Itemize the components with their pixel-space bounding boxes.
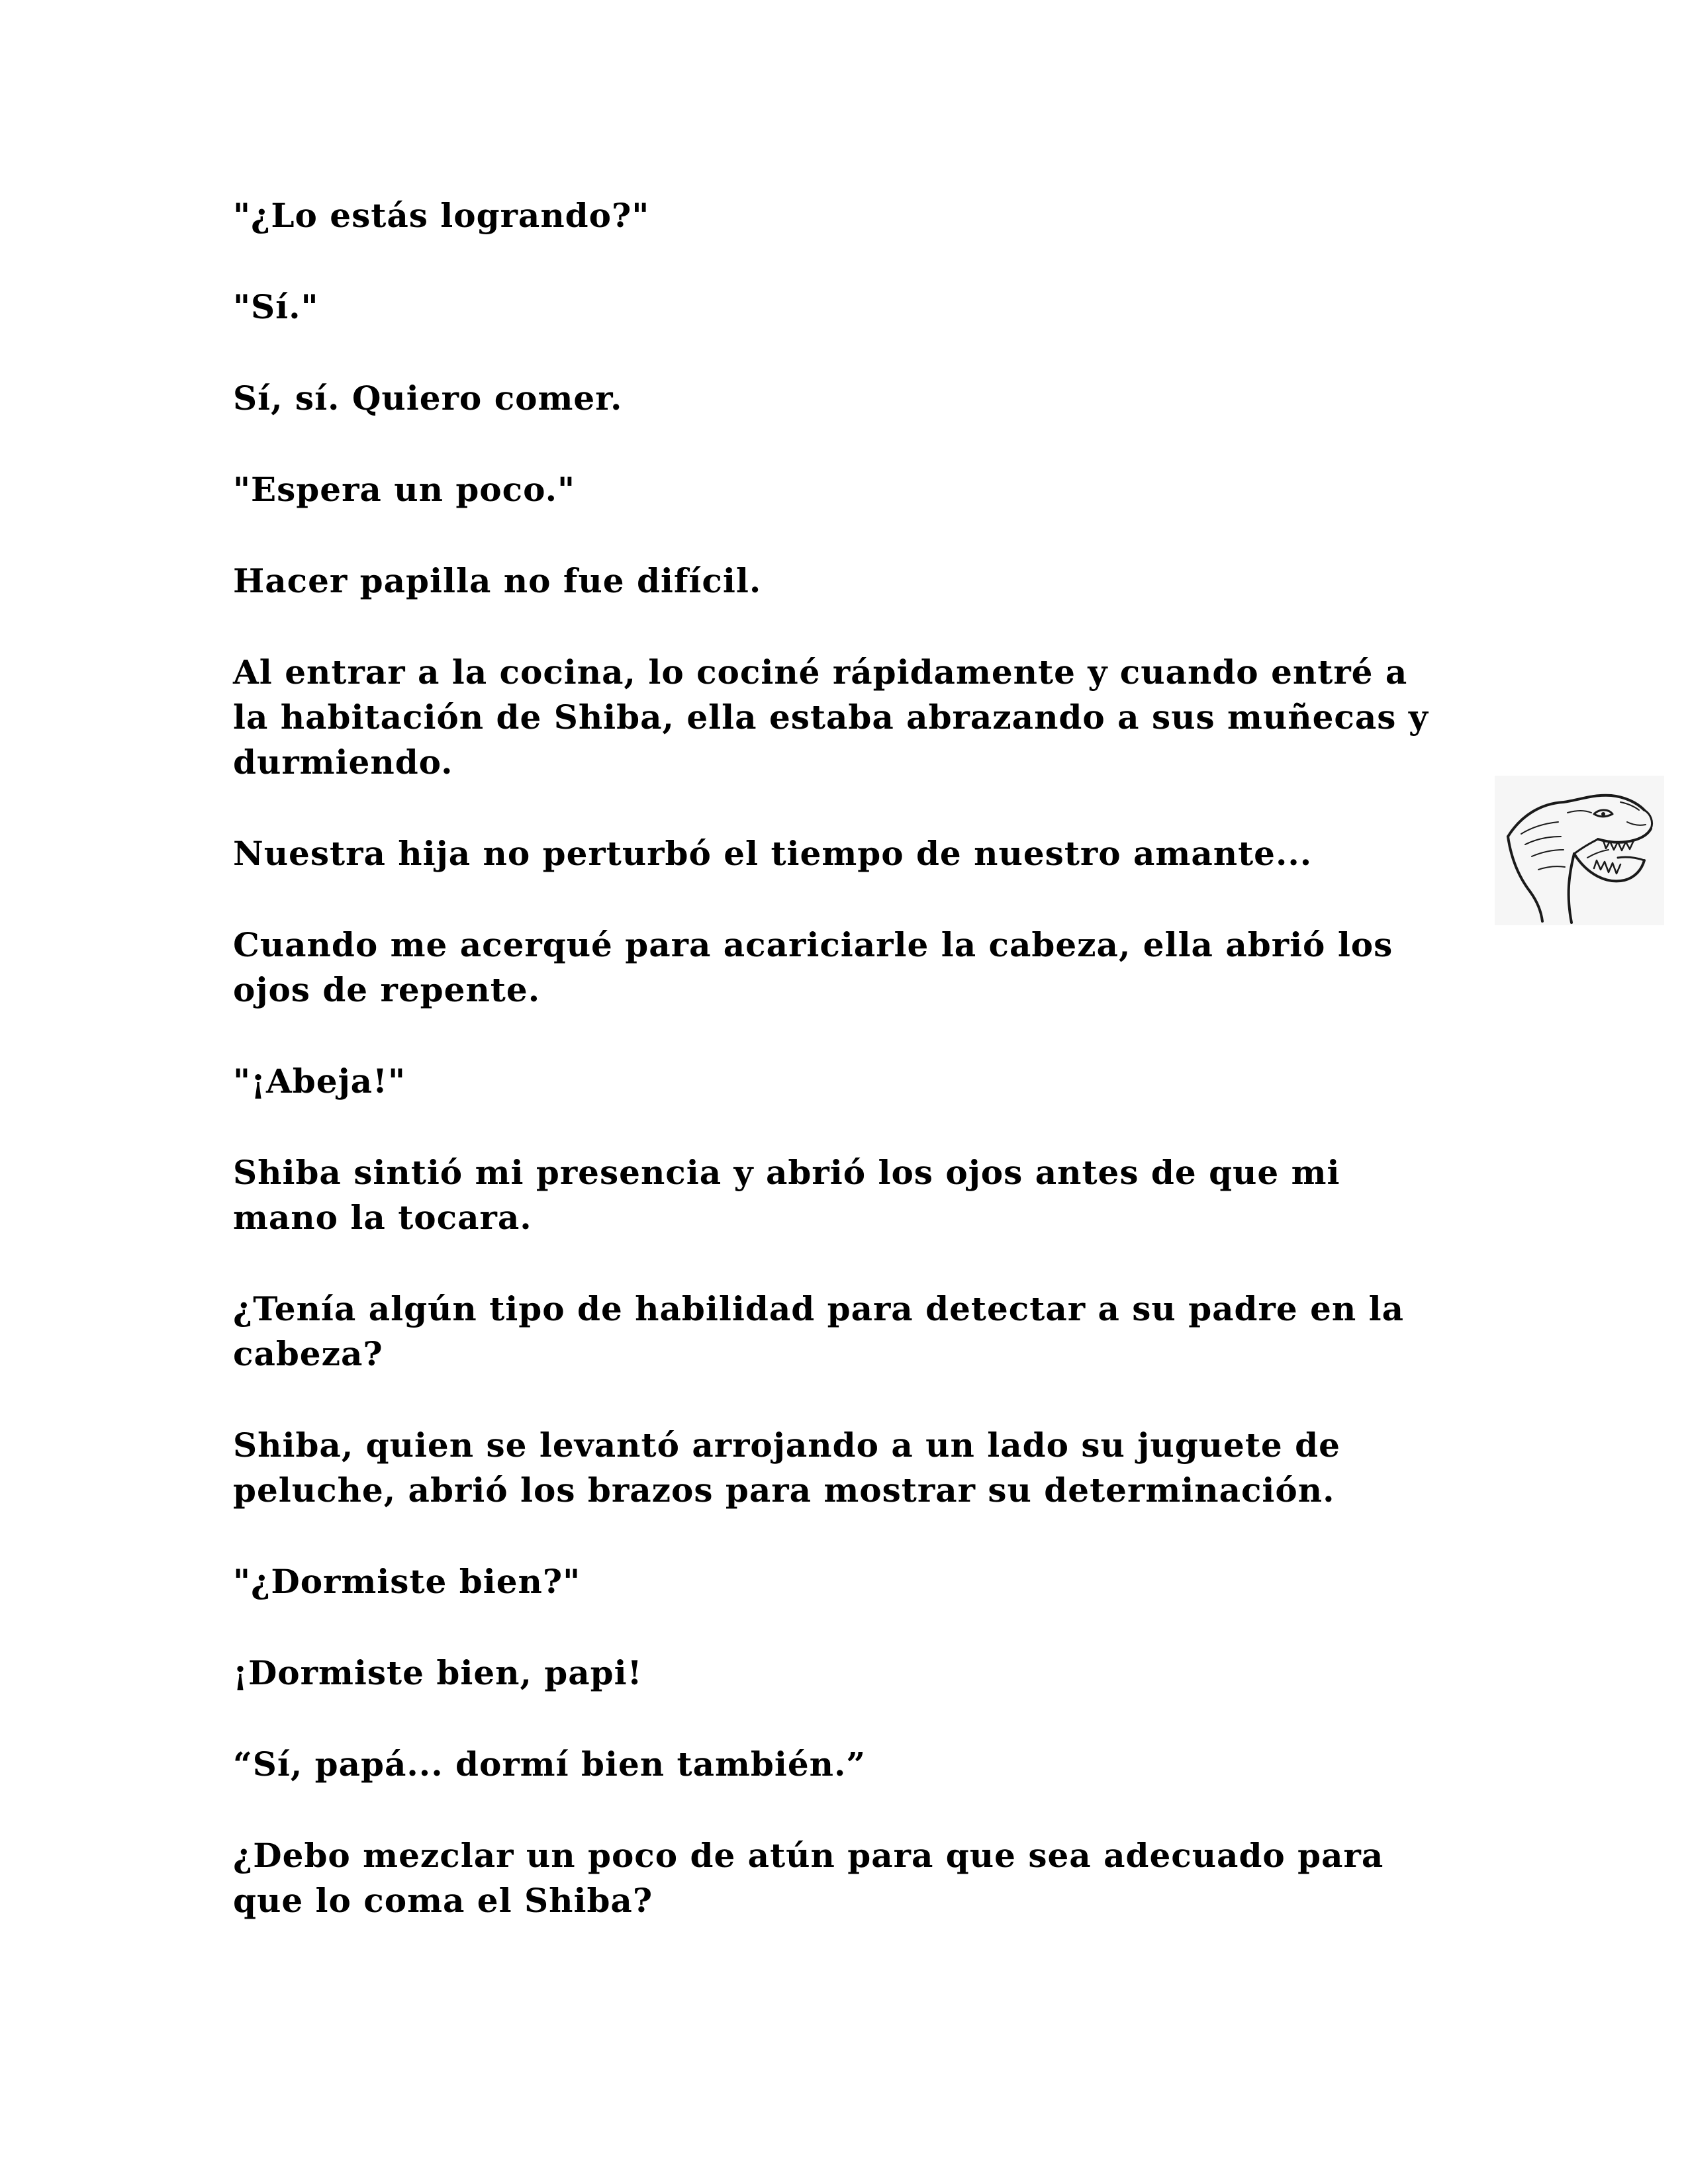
paragraph-4: "Espera un poco." (233, 470, 576, 509)
paragraph-12: Shiba, quien se levantó arrojando a un lado su juguete de peluche, abrió los brazos para mostrar su determinación. (233, 1426, 1340, 1510)
paragraph-15: “Sí, papá... dormí bien también.” (233, 1745, 867, 1784)
paragraph-6: Al entrar a la cocina, lo cociné rápidamente y cuando entré a la habitación de Shiba, ella estaba abrazando a sus muñecas y durmiendo. (233, 653, 1429, 782)
paragraph-16: ¿Debo mezclar un poco de atún para que sea adecuado para que lo coma el Shiba? (233, 1836, 1384, 1920)
dinosaur-head-sketch-icon (1495, 776, 1664, 925)
paragraph-11: ¿Tenía algún tipo de habilidad para detectar a su padre en la cabeza? (233, 1289, 1405, 1373)
paragraph-3: Sí, sí. Quiero comer. (233, 379, 623, 418)
paragraph-10: Shiba sintió mi presencia y abrió los ojos antes de que mi mano la tocara. (233, 1153, 1340, 1237)
paragraph-7: Nuestra hija no perturbó el tiempo de nuestro amante... (233, 834, 1313, 873)
paragraph-2: "Sí." (233, 287, 319, 326)
paragraph-13: "¿Dormiste bien?" (233, 1562, 581, 1601)
story-text-column (233, 193, 1477, 1970)
paragraph-14: ¡Dormiste bien, papi! (233, 1653, 643, 1692)
paragraph-9: "¡Abeja!" (233, 1062, 406, 1101)
paragraph-8: Cuando me acerqué para acariciarle la cabeza, ella abrió los ojos de repente. (233, 925, 1393, 1009)
paragraph-1: "¿Lo estás logrando?" (233, 196, 650, 235)
paragraph-5: Hacer papilla no fue difícil. (233, 561, 762, 600)
